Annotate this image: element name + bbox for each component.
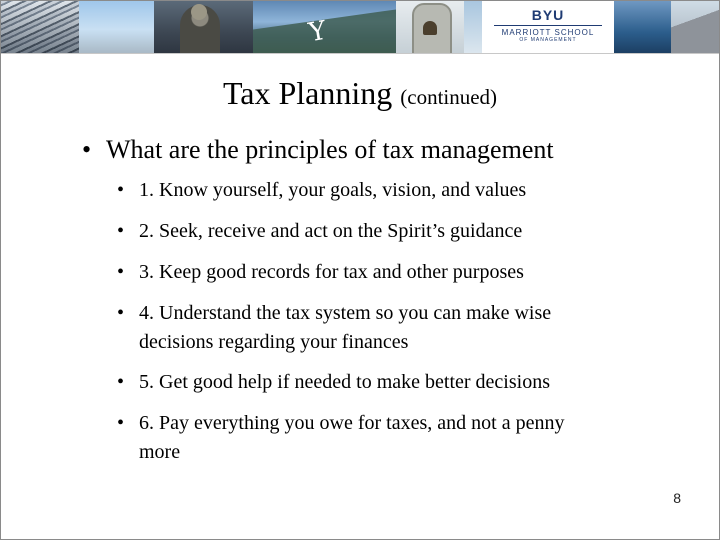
main-bullet-text: What are the principles of tax management [106, 135, 554, 164]
slide-title-suffix: (continued) [400, 85, 498, 109]
byu-marriott-logo [482, 1, 614, 53]
bullet-marker: • [117, 412, 125, 434]
banner-photo-sky [79, 1, 154, 53]
bell-icon [423, 21, 437, 35]
sub-bullet-4-text-line1: 4. Understand the tax system so you can make wise [139, 302, 552, 324]
logo-divider [494, 25, 602, 26]
slide-title [1, 73, 719, 117]
banner-photo-mountain: Y [253, 1, 396, 53]
bullet-marker: • [117, 261, 125, 283]
logo-sub-text: OF MANAGEMENT [519, 37, 577, 43]
banner-photo-architecture [1, 1, 79, 53]
banner-photo-bell-tower [396, 1, 464, 53]
banner-photo-building [671, 1, 719, 53]
slide-title-main: Tax Planning [222, 75, 393, 111]
sub-bullet-6-text-line2: more [139, 441, 181, 463]
banner-photo-statue [154, 1, 253, 53]
bullet-marker: • [82, 135, 92, 164]
header-banner [1, 1, 719, 54]
bullet-marker: • [117, 220, 125, 242]
page-number: 8 [673, 490, 681, 506]
bullet-marker: • [117, 302, 125, 324]
sub-bullet-4-text-line2: decisions regarding your finances [139, 331, 409, 353]
sub-bullet-5-text: 5. Get good help if needed to make better decisions [139, 371, 550, 393]
sub-bullet-6-text-line1: 6. Pay everything you owe for taxes, and not a penny [139, 412, 565, 434]
banner-photo-water [614, 1, 671, 53]
logo-school-text: MARRIOTT SCHOOL [501, 28, 595, 37]
bullet-marker: • [117, 179, 125, 201]
sub-bullet-2-text: 2. Seek, receive and act on the Spirit’s guidance [139, 220, 523, 242]
sub-bullet-1-text: 1. Know yourself, your goals, vision, and values [139, 179, 527, 201]
bullet-marker: • [117, 371, 125, 393]
sub-bullet-3-text: 3. Keep good records for tax and other purposes [139, 261, 524, 283]
logo-main-text: BYU [531, 7, 565, 23]
banner-photo-sky-strip [464, 1, 482, 53]
